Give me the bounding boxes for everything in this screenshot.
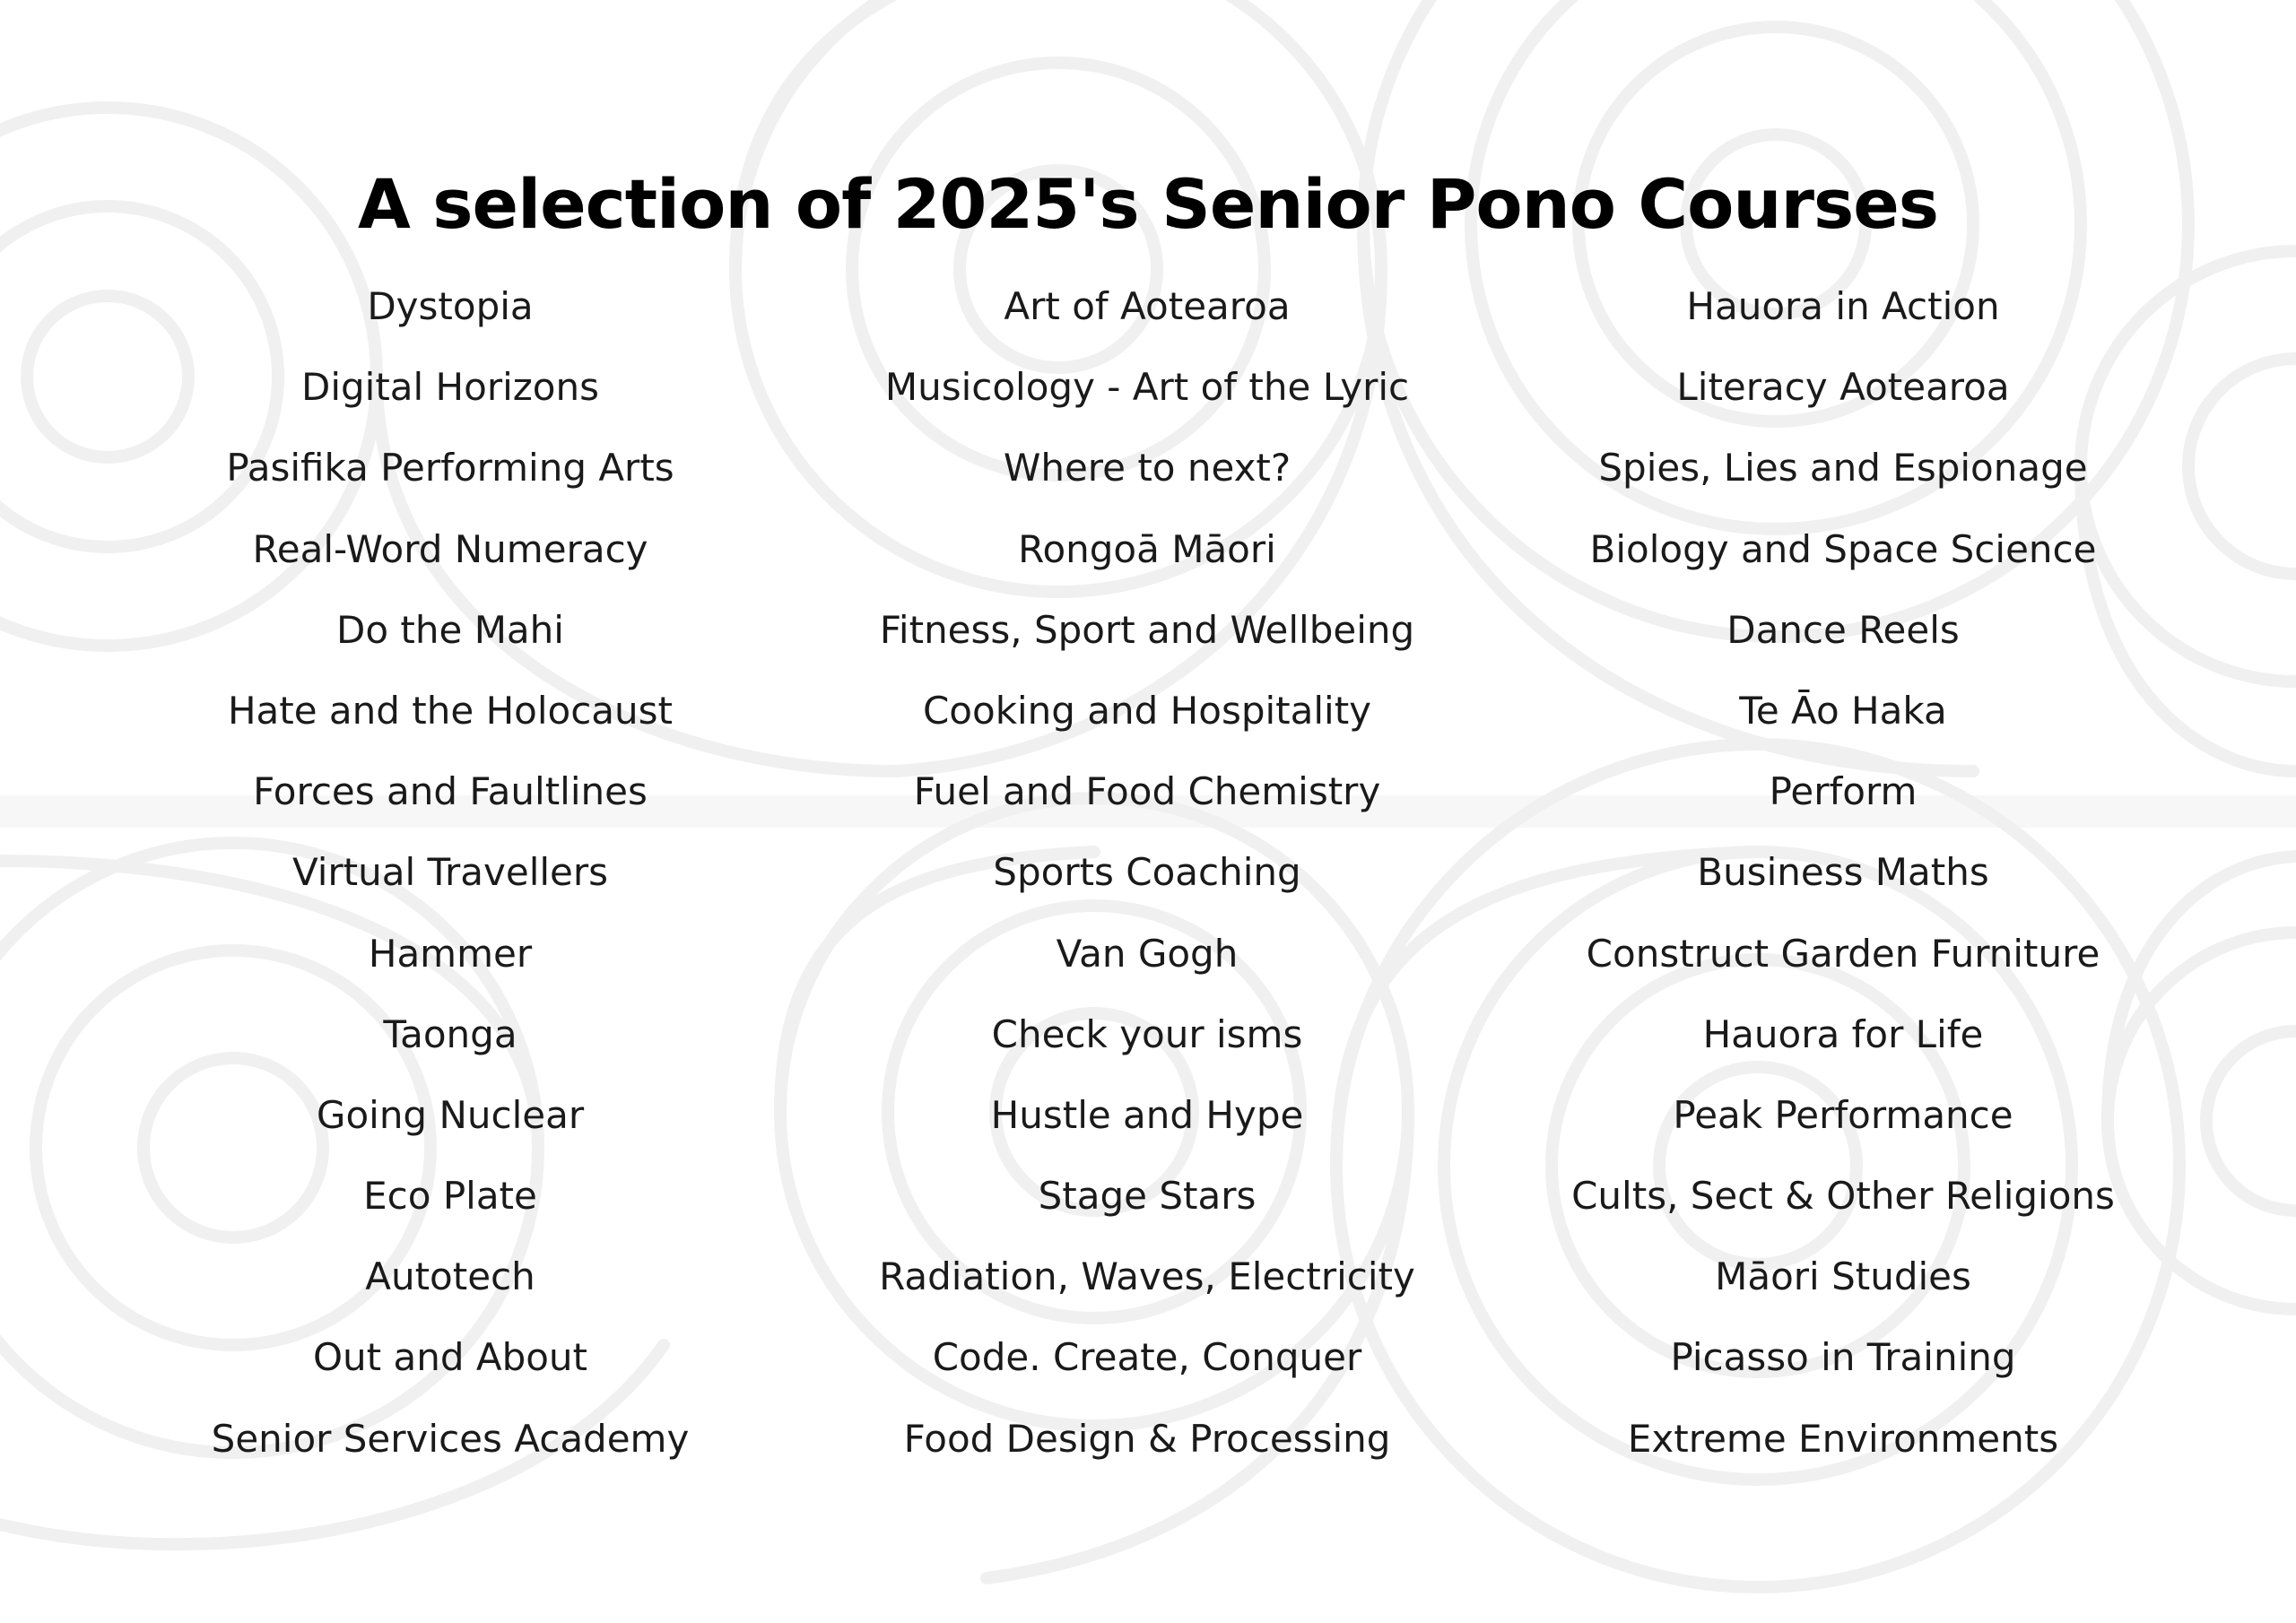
course-item: Hauora for Life bbox=[1702, 1011, 1984, 1056]
course-item: Rongoā Māori bbox=[1018, 526, 1276, 571]
course-item: Virtual Travellers bbox=[291, 850, 609, 895]
page-title: A selection of 2025's Senior Pono Courses bbox=[358, 164, 1938, 244]
course-item: Picasso in Training bbox=[1670, 1335, 2016, 1380]
course-column-2 bbox=[815, 273, 1479, 1486]
course-item: Out and About bbox=[312, 1335, 588, 1380]
course-item: Cooking and Hospitality bbox=[922, 688, 1372, 733]
course-item: Where to next? bbox=[1003, 446, 1292, 490]
course-item: Peak Performance bbox=[1673, 1092, 2013, 1137]
course-item: Digital Horizons bbox=[300, 365, 600, 410]
course-item: Business Maths bbox=[1697, 850, 1989, 895]
course-item: Literacy Aotearoa bbox=[1676, 365, 2010, 410]
course-item: Autotech bbox=[365, 1254, 535, 1299]
course-item: Senior Services Academy bbox=[211, 1416, 690, 1461]
course-item: Check your isms bbox=[991, 1011, 1303, 1056]
course-item: Eco Plate bbox=[363, 1174, 537, 1219]
course-item: Musicology - Art of the Lyric bbox=[884, 365, 1410, 410]
course-item: Hustle and Hype bbox=[990, 1092, 1304, 1137]
course-item: Hauora in Action bbox=[1686, 284, 2000, 328]
course-item: Food Design & Processing bbox=[903, 1416, 1391, 1461]
course-columns bbox=[0, 273, 2296, 1474]
course-item: Fitness, Sport and Wellbeing bbox=[879, 607, 1415, 652]
course-item: Extreme Environments bbox=[1627, 1416, 2059, 1461]
course-item: Hate and the Holocaust bbox=[227, 688, 674, 733]
course-item: Forces and Faultlines bbox=[253, 769, 648, 814]
course-item: Sports Coaching bbox=[993, 850, 1301, 895]
course-item: Māori Studies bbox=[1715, 1254, 1971, 1299]
course-item: Radiation, Waves, Electricity bbox=[879, 1254, 1415, 1299]
course-item: Dance Reels bbox=[1726, 607, 1960, 652]
course-item: Construct Garden Furniture bbox=[1586, 931, 2100, 976]
course-item: Te Āo Haka bbox=[1739, 688, 1947, 733]
course-item: Fuel and Food Chemistry bbox=[913, 769, 1381, 814]
course-item: Stage Stars bbox=[1038, 1174, 1257, 1219]
course-item: Art of Aotearoa bbox=[1004, 284, 1291, 328]
course-item: Dystopia bbox=[367, 284, 534, 328]
course-column-3 bbox=[1511, 273, 2175, 1486]
course-item: Real-Word Numeracy bbox=[252, 526, 648, 571]
course-item: Hammer bbox=[368, 931, 533, 976]
course-item: Biology and Space Science bbox=[1589, 526, 2097, 571]
course-item: Perform bbox=[1769, 769, 1918, 814]
course-item: Cults, Sect & Other Religions bbox=[1571, 1174, 2115, 1219]
course-item: Code. Create, Conquer bbox=[932, 1335, 1362, 1380]
course-item: Pasifika Performing Arts bbox=[226, 446, 674, 490]
course-item: Taonga bbox=[383, 1011, 517, 1056]
course-item: Van Gogh bbox=[1056, 931, 1239, 976]
course-item: Do the Mahi bbox=[336, 607, 564, 652]
course-column-1 bbox=[118, 273, 782, 1486]
course-item: Going Nuclear bbox=[316, 1092, 585, 1137]
course-item: Spies, Lies and Espionage bbox=[1598, 446, 2088, 490]
